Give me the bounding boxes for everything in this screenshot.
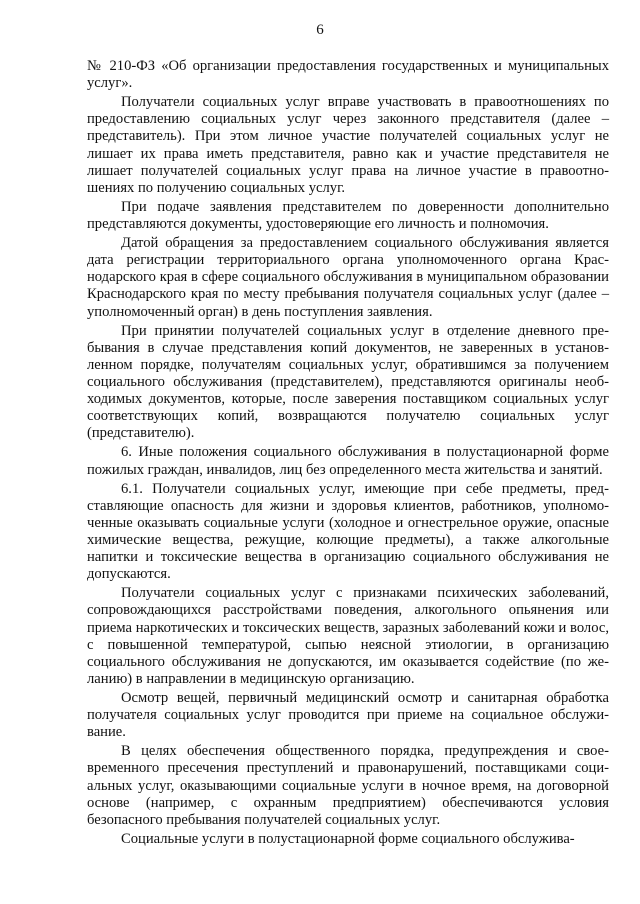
paragraph-inspection: Осмотр вещей, первичный медицинский осмотр и санитарная обработка получателя социальных услуг проводится при приеме на социальное обслуживание. — [87, 690, 609, 741]
paragraph-document-copies: При принятии получателей социальных услуг в отделение дневного пребывания в случае представления копий документов, не заверенных в установленном порядке, получателям социальных услуг, обратившимся за получением социального обслуживания (представителем), представляются оригиналы необходимых документов, которые, после заверения поставщиком социальных услуг соответствующих копий, возвращаются получателю социальных услуг (представителю). — [87, 322, 609, 442]
paragraph-public-order: В целях обеспечения общественного порядка, предупреждения и своевременного пресечения преступлений и правонарушений, поставщиками социальных услуг, оказывающими социальные услуги в ночное время, на договорной основе (например, с охранным предприятием) обеспечиваются условия безопасного пребывания получателей социальных услуг. — [87, 743, 609, 828]
paragraph-law-reference: № 210-ФЗ «Об организации предоставления государственных и муниципальных услуг». — [87, 58, 609, 92]
paragraph-continuation: Социальные услуги в полустационарной форме социального обслужива- — [121, 830, 575, 847]
page-number: 6 — [316, 22, 324, 38]
paragraph-6-1-dangerous-items: 6.1. Получатели социальных услуг, имеющие при себе предметы, представляющие опасность для жизни и здоровья клиентов, работников, уполномоченные оказывать социальные услуги (холодное и огнестрельное оружие, опасные химические вещества, режущие, колющие предметы), а также алкогольные напитки и токсические вещества в организацию социального обслуживания не допускаются. — [87, 480, 609, 583]
section-heading-6: 6. Иные положения социального обслуживания в полустационарной форме пожилых граждан, инвалидов, лиц без определенного места жительства и занятий. — [87, 444, 609, 478]
paragraph-application-date: Датой обращения за предоставлением социального обслуживания является дата регистрации территориального органа уполномоченного органа Краснодарского края в сфере социального обслуживания в муниципальном образовании Краснодарского края по месту пребывания получателя социальных услуг (далее – уполномоченный орган) в день поступления заявления. — [87, 234, 609, 320]
paragraph-power-of-attorney: При подаче заявления представителем по доверенности дополнительно представляются документы, удостоверяющие его личность и полномочия. — [87, 198, 609, 232]
paragraph-representative: Получатели социальных услуг вправе участвовать в правоотношениях по предоставлению социальных услуг через законного представителя (далее – представитель). При этом личное участие получателей социальных услуг не лишает их права иметь представителя, равно как и участие представителя не лишает получателей социальных услуг права на личное участие в правоотношениях по получению социальных услуг. — [87, 94, 609, 196]
body-text — [87, 58, 609, 850]
paragraph-health-restrictions: Получатели социальных услуг с признаками психических заболеваний, сопровождающихся расстройствами поведения, алкогольного опьянения или приема наркотических и токсических веществ, заразных заболеваний кожи и волос, с повышенной температурой, сыпью неясной этиологии, в организацию социального обслуживания не допускаются, им оказывается содействие (по желанию) в направлении в медицинскую организацию. — [87, 585, 609, 688]
